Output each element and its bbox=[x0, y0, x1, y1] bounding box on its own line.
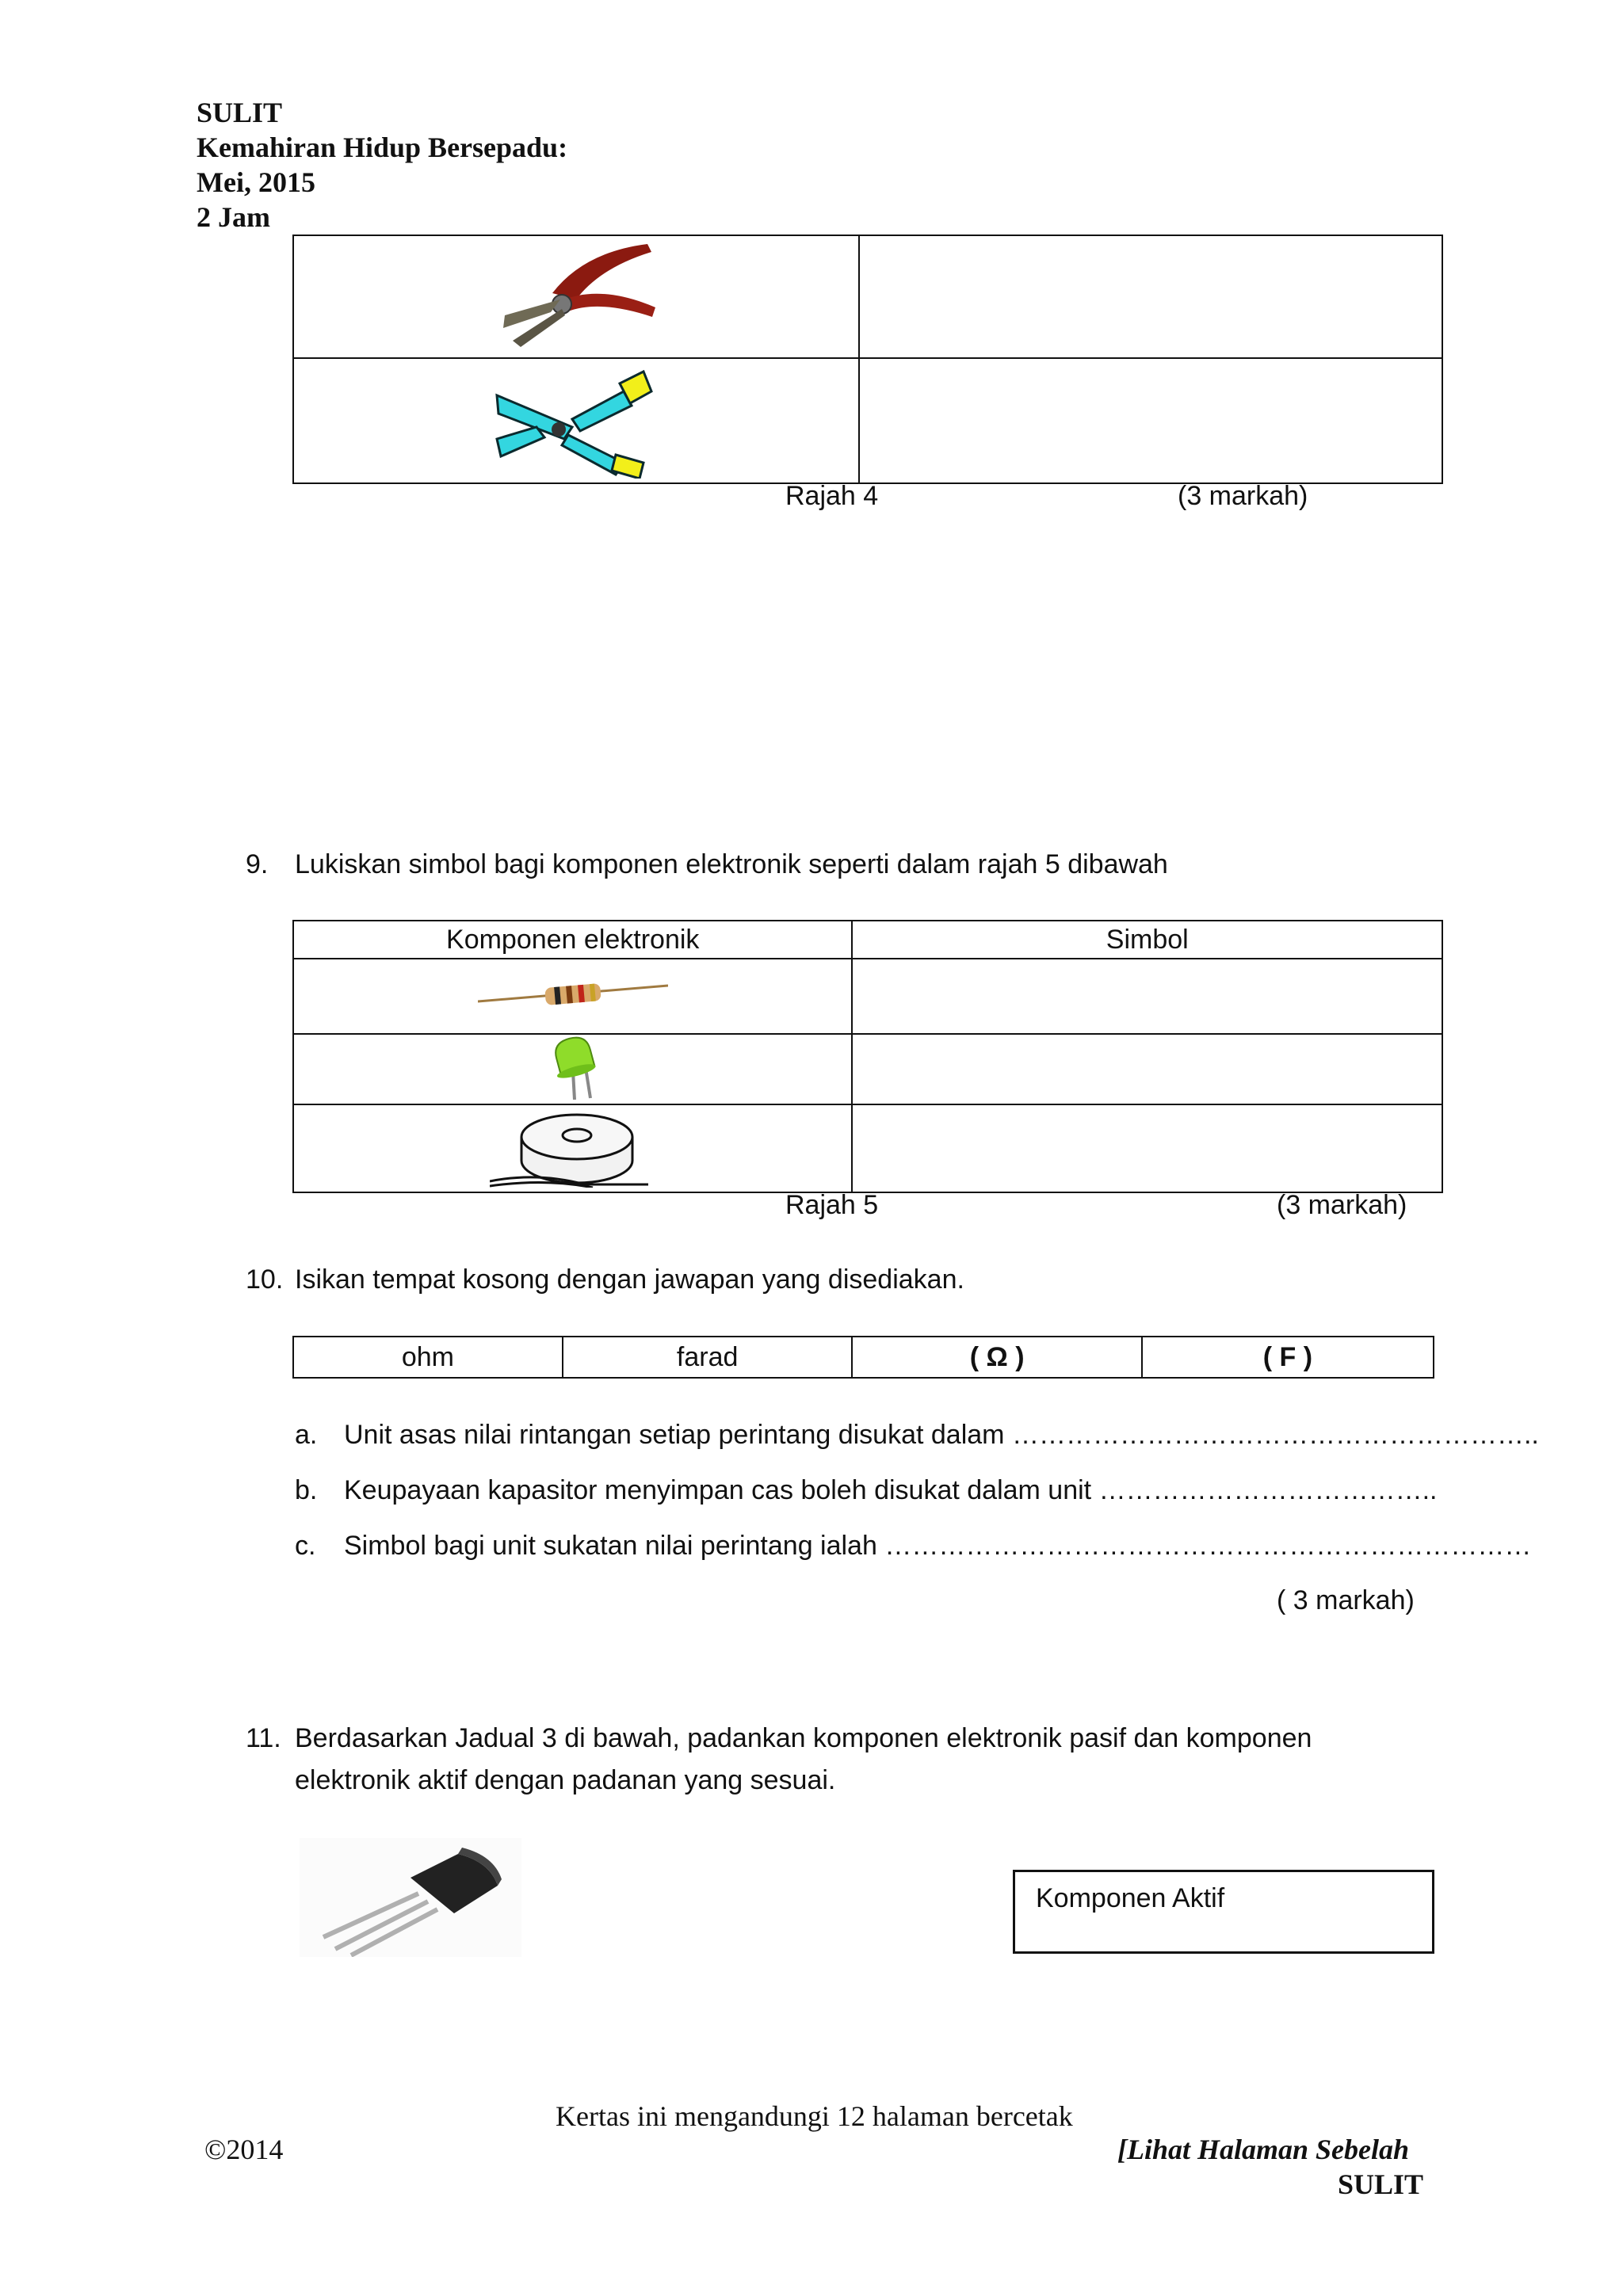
header-subject: Kemahiran Hidup Bersepadu: bbox=[197, 132, 568, 163]
footer-copyright: ©2014 bbox=[204, 2134, 284, 2165]
table-row bbox=[293, 235, 1442, 358]
table-cell-image bbox=[293, 235, 859, 358]
option-farad: farad bbox=[563, 1337, 853, 1378]
led-icon bbox=[533, 1035, 613, 1100]
question9-number: 9. bbox=[246, 849, 269, 879]
side-cutter-pliers-icon bbox=[489, 236, 663, 353]
table-cell-answer[interactable] bbox=[852, 959, 1442, 1034]
question11-line1: Berdasarkan Jadual 3 di bawah, padankan komponen elektronik pasif dan komponen bbox=[295, 1723, 1312, 1753]
table-cell-answer[interactable] bbox=[859, 235, 1442, 358]
option-ohm-symbol: ( Ω ) bbox=[852, 1337, 1141, 1378]
figure4-table bbox=[292, 235, 1443, 484]
column-header-component: Komponen elektronik bbox=[293, 921, 852, 959]
column-header-symbol: Simbol bbox=[852, 921, 1442, 959]
active-component-box[interactable] bbox=[1013, 1870, 1434, 1954]
resistor-icon bbox=[478, 974, 668, 1014]
footer-classification: SULIT bbox=[1338, 2168, 1424, 2200]
table-row bbox=[293, 1104, 1442, 1192]
table-cell-answer[interactable] bbox=[852, 1034, 1442, 1104]
option-farad-symbol: ( F ) bbox=[1142, 1337, 1434, 1378]
figure4-caption: Rajah 4 bbox=[785, 481, 879, 511]
item-a-label: a. bbox=[295, 1420, 318, 1450]
buzzer-icon bbox=[490, 1105, 656, 1188]
figure5-table bbox=[292, 920, 1443, 1193]
question10-marks: ( 3 markah) bbox=[1277, 1585, 1415, 1615]
table-row bbox=[293, 358, 1442, 483]
footer-next-page: [Lihat Halaman Sebelah bbox=[1117, 2134, 1410, 2165]
question10-text: Isikan tempat kosong dengan jawapan yang disediakan. bbox=[295, 1264, 964, 1295]
header-date: Mei, 2015 bbox=[197, 166, 315, 198]
table-cell-image bbox=[293, 358, 859, 483]
table-row bbox=[293, 959, 1442, 1034]
table-cell-image bbox=[293, 1034, 852, 1104]
figure5-caption: Rajah 5 bbox=[785, 1190, 879, 1220]
header-classification: SULIT bbox=[197, 97, 283, 128]
question10-number: 10. bbox=[246, 1264, 284, 1295]
answer-options-table bbox=[292, 1336, 1434, 1379]
table-row bbox=[293, 1034, 1442, 1104]
header-duration: 2 Jam bbox=[197, 201, 270, 233]
table-cell-answer[interactable] bbox=[859, 358, 1442, 483]
item-b-label: b. bbox=[295, 1475, 318, 1505]
table-row bbox=[293, 1337, 1434, 1378]
document-header bbox=[197, 95, 567, 235]
table-cell-image bbox=[293, 959, 852, 1034]
wire-stripper-icon bbox=[489, 360, 663, 479]
item-b-text: Keupayaan kapasitor menyimpan cas boleh disukat dalam unit ……………………………….. bbox=[344, 1475, 1438, 1505]
item-c-label: c. bbox=[295, 1531, 316, 1561]
question9-text: Lukiskan simbol bagi komponen elektronik seperti dalam rajah 5 dibawah bbox=[295, 849, 1168, 879]
table-cell-image bbox=[293, 1104, 852, 1192]
item-a-text: Unit asas nilai rintangan setiap perintang disukat dalam ………………………………………………….. bbox=[344, 1420, 1539, 1450]
table-header-row bbox=[293, 921, 1442, 959]
option-ohm: ohm bbox=[293, 1337, 563, 1378]
question11-number: 11. bbox=[246, 1723, 281, 1753]
item-c-text: Simbol bagi unit sukatan nilai perintang ialah ……………………………………………………………… bbox=[344, 1531, 1532, 1561]
figure4-marks: (3 markah) bbox=[1178, 481, 1308, 511]
footer-page-count: Kertas ini mengandungi 12 halaman bercetak bbox=[556, 2100, 1073, 2132]
table-cell-answer[interactable] bbox=[852, 1104, 1442, 1192]
figure5-marks: (3 markah) bbox=[1277, 1190, 1407, 1220]
transistor-icon bbox=[300, 1838, 521, 1957]
active-component-label: Komponen Aktif bbox=[1036, 1883, 1225, 1913]
question11-line2: elektronik aktif dengan padanan yang sesuai. bbox=[295, 1765, 836, 1795]
